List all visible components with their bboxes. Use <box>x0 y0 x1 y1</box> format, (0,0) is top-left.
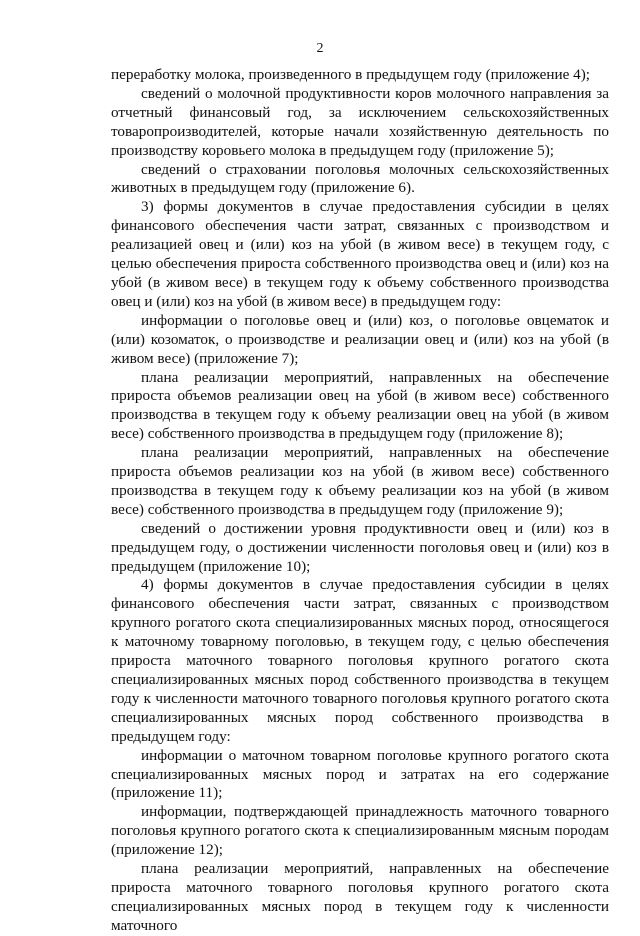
paragraph: 4) формы документов в случае предоставления субсидии в целях финансового обеспечения части затрат, связанных с производством крупного рогатого скота специализированных мясных пород, относящегося к маточному товарному поголовью, в текущем году, с целью обеспечения прироста маточного товарного поголовья крупного рогатого скота специализированных мясных пород собственного производства в текущем году к численности маточного товарного поголовья крупного рогатого скота специализированных мясных пород собственного производства в предыдущем году: <box>111 576 609 745</box>
paragraph: 3) формы документов в случае предоставления субсидии в целях финансового обеспечения части затрат, связанных с производством и реализацией овец и (или) коз на убой (в живом весе) в текущем году, с целью обеспечения прироста собственного производства овец и (или) коз на убой (в живом весе) в текущем году к объему собственного производства овец и (или) коз на убой (в живом весе) в предыдущем году: <box>111 198 609 310</box>
page-number: 2 <box>316 41 324 56</box>
paragraph: сведений о страховании поголовья молочных сельскохозяйственных животных в предыдущем году (приложение 6). <box>111 160 609 197</box>
paragraph: сведений о молочной продуктивности коров молочного направления за отчетный финансовый год, за исключением сельскохозяйственных товаропроизводителей, которые начали хозяйственную деятельность по производству коровьего молока в предыдущем году (приложение 5); <box>111 84 609 159</box>
paragraph: переработку молока, произведенного в предыдущем году (приложение 4); <box>111 66 590 83</box>
paragraph: плана реализации мероприятий, направленных на обеспечение прироста объемов реализации овец на убой (в живом весе) собственного производства в текущем году к объему реализации овец на убой (в живом весе) собственного производства в предыдущем году (приложение 8); <box>111 368 609 443</box>
paragraph: информации о поголовье овец и (или) коз, о поголовье овцематок и (или) козоматок, о производстве и реализации овец и (или) коз на убой (в живом весе) (приложение 7); <box>111 311 609 367</box>
paragraph: информации о маточном товарном поголовье крупного рогатого скота специализированных мясных пород и затратах на его содержание (приложение 11); <box>111 746 609 802</box>
paragraph: плана реализации мероприятий, направленных на обеспечение прироста маточного товарного поголовья крупного рогатого скота специализированных мясных пород в текущем году к численности маточного <box>111 860 609 934</box>
paragraph: сведений о достижении уровня продуктивности овец и (или) коз в предыдущем году, о достижении численности поголовья овец и (или) коз в предыдущем (приложение 10); <box>111 519 609 575</box>
document-body <box>111 66 609 936</box>
paragraph: информации, подтверждающей принадлежность маточного товарного поголовья крупного рогатого скота к специализированным мясным породам (приложение 12); <box>111 803 609 859</box>
paragraph: плана реализации мероприятий, направленных на обеспечение прироста объемов реализации коз на убой (в живом весе) собственного производства в текущем году к объему реализации коз на убой (в живом весе) собственного производства в предыдущем году (приложение 9); <box>111 444 609 518</box>
